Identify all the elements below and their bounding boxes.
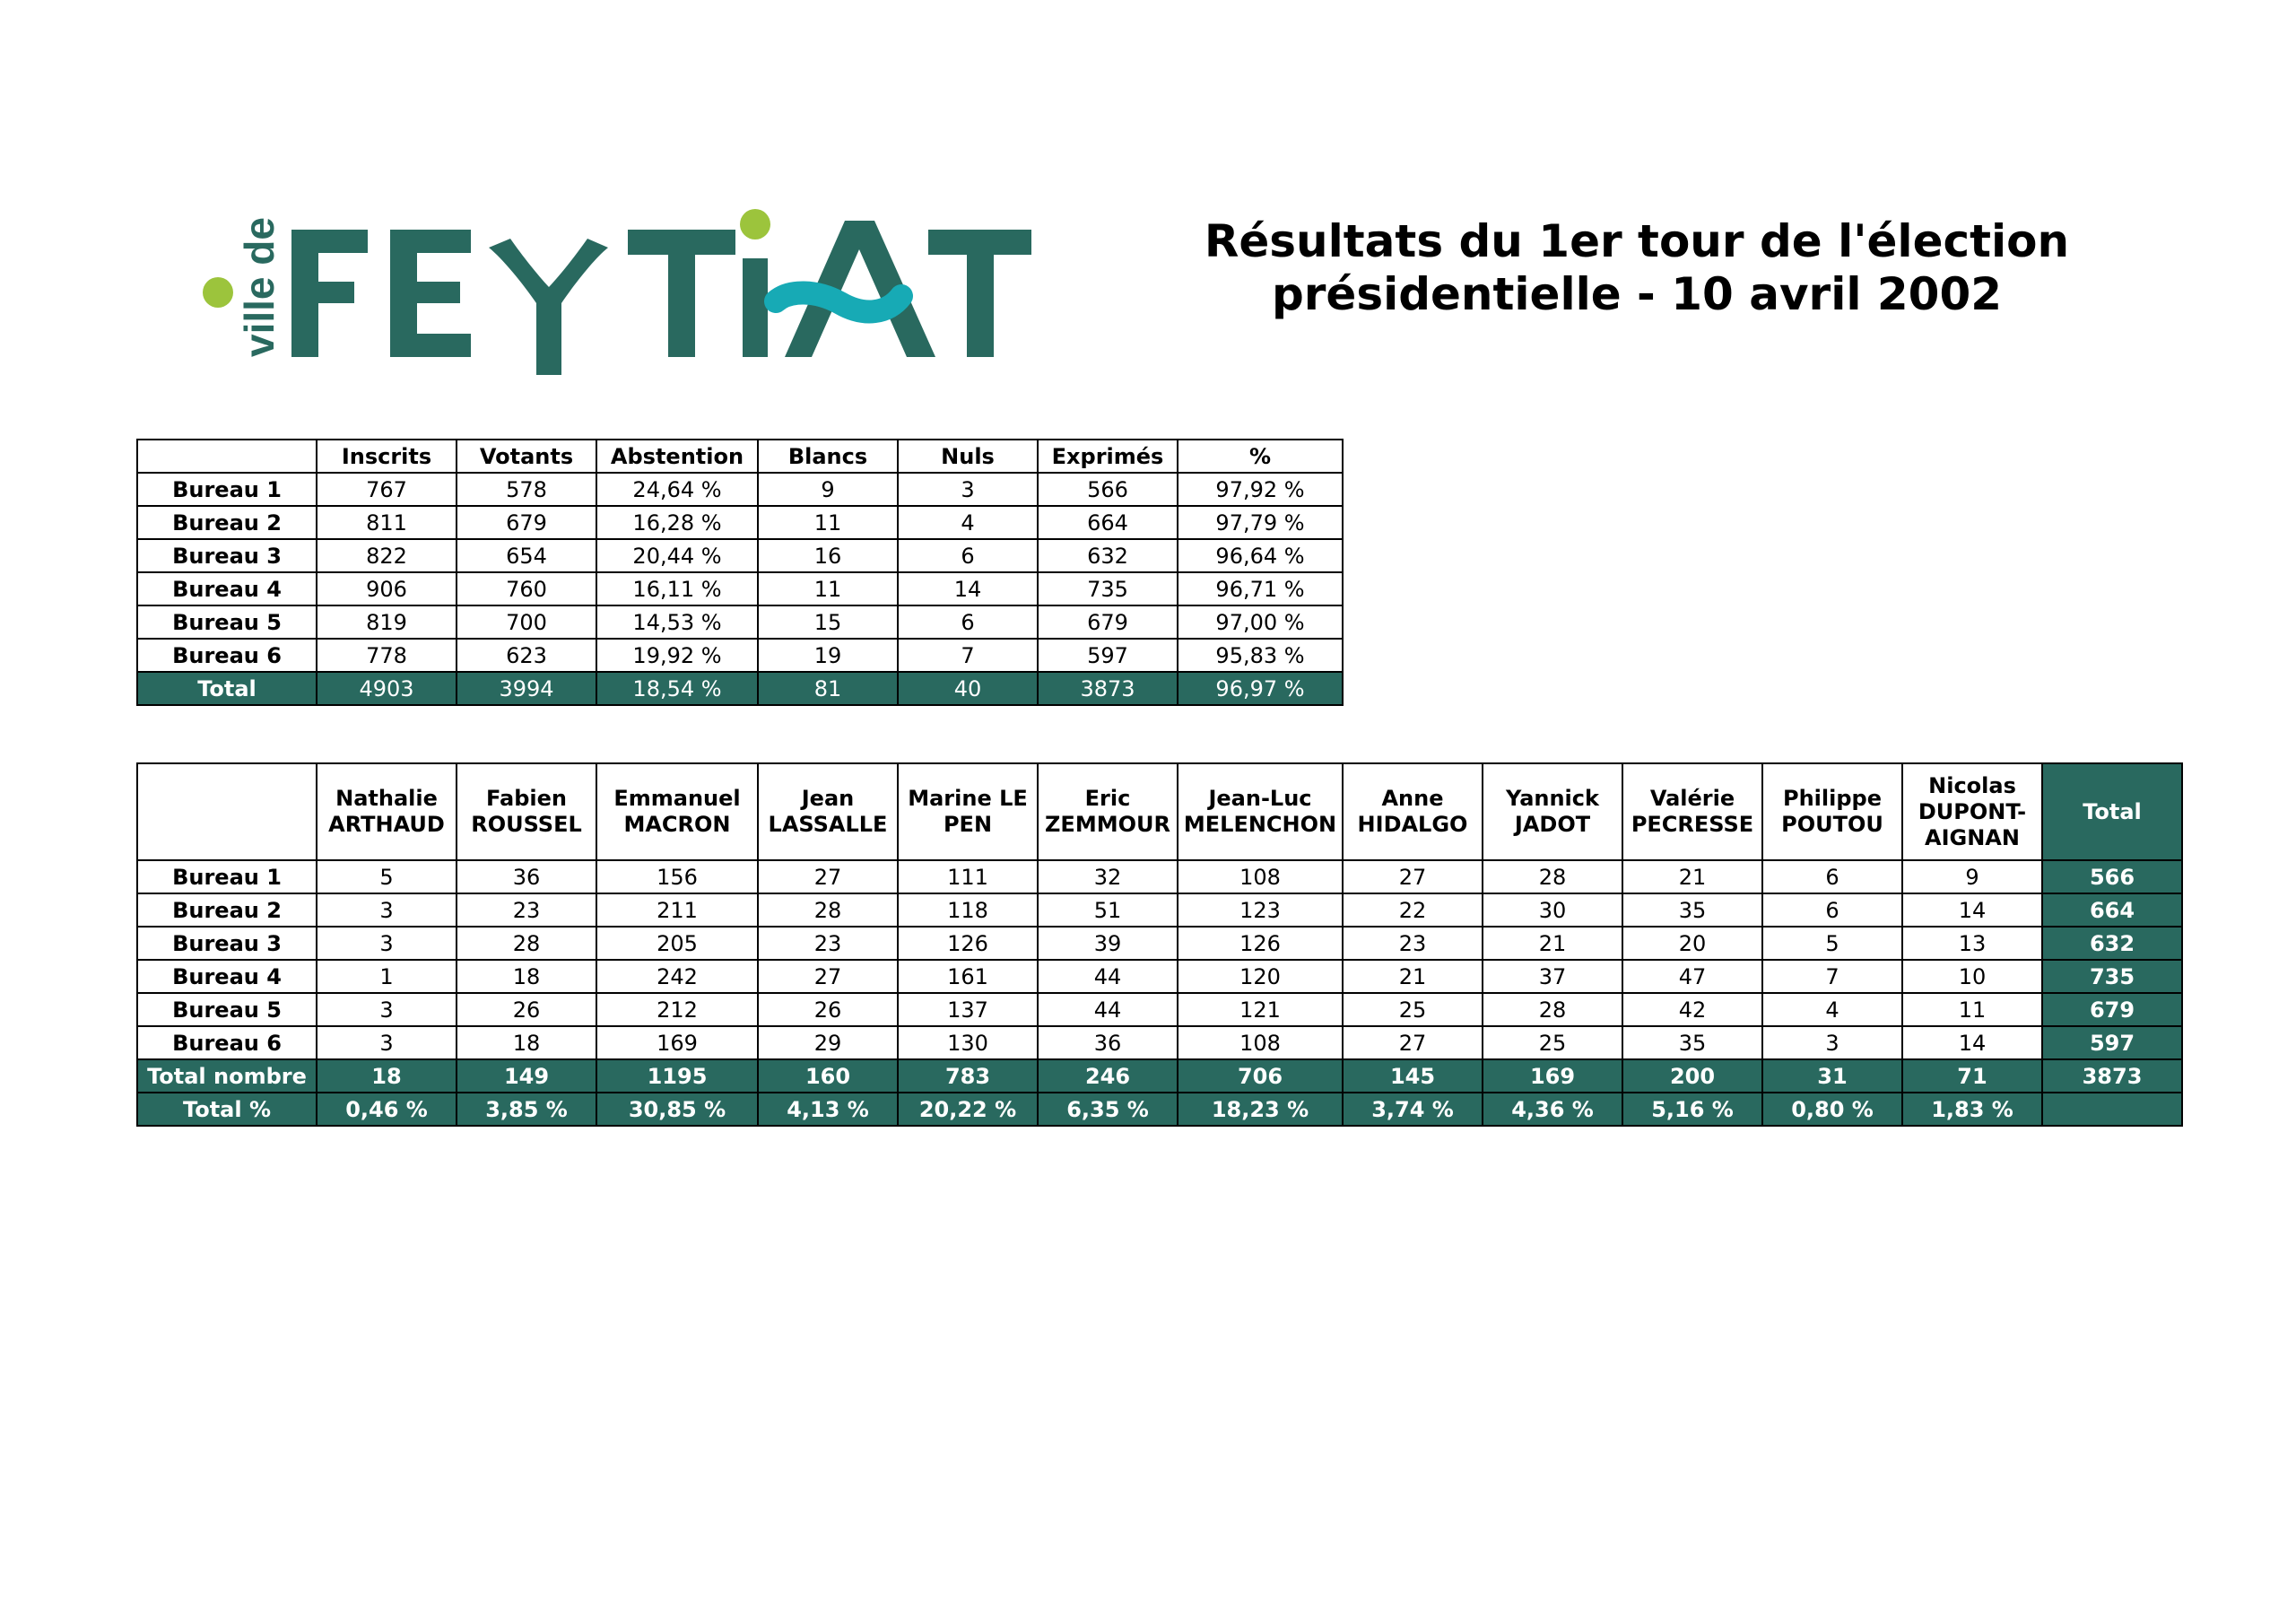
summary-total-cell: 18,54 % bbox=[596, 672, 758, 705]
bureau-total-cell: 632 bbox=[2042, 927, 2182, 960]
vote-count-cell: 25 bbox=[1483, 1026, 1622, 1059]
vote-count-cell: 3 bbox=[317, 893, 457, 927]
vote-count-cell: 28 bbox=[1483, 993, 1622, 1026]
candidates-header-row bbox=[137, 763, 2182, 860]
vote-count-cell: 14 bbox=[1902, 893, 2042, 927]
vote-count-cell: 29 bbox=[758, 1026, 898, 1059]
vote-count-cell: 123 bbox=[1178, 893, 1343, 927]
total-percent-row-cell: 3,74 % bbox=[1343, 1093, 1483, 1126]
vote-count-cell: 21 bbox=[1622, 860, 1762, 893]
candidate-name-header bbox=[898, 763, 1038, 860]
bureau-total-cell: 597 bbox=[2042, 1026, 2182, 1059]
vote-count-cell: 26 bbox=[457, 993, 596, 1026]
summary-row bbox=[137, 572, 1343, 605]
summary-total-cell: 81 bbox=[758, 672, 898, 705]
total-count-row-cell: 783 bbox=[898, 1059, 1038, 1093]
total-percent-row-cell: 4,13 % bbox=[758, 1093, 898, 1126]
candidate-name-line: Eric bbox=[1084, 786, 1131, 811]
candidate-name-line: Jean bbox=[801, 786, 855, 811]
candidate-results-table bbox=[136, 762, 2183, 1127]
vote-count-cell: 23 bbox=[758, 927, 898, 960]
vote-count-cell: 3 bbox=[1762, 1026, 1902, 1059]
summary-cell: 664 bbox=[1038, 506, 1178, 539]
vote-count-cell: 161 bbox=[898, 960, 1038, 993]
vote-count-cell: 25 bbox=[1343, 993, 1483, 1026]
candidates-row bbox=[137, 860, 2182, 893]
total-column-header: Total bbox=[2042, 763, 2182, 860]
candidate-name-line: POUTOU bbox=[1781, 812, 1883, 837]
total-count-row-grand-total: 3873 bbox=[2042, 1059, 2182, 1093]
bureau-label: Bureau 4 bbox=[137, 960, 317, 993]
candidate-name-line: MACRON bbox=[623, 812, 731, 837]
candidate-name-header bbox=[1762, 763, 1902, 860]
candidate-name-line: DUPONT- bbox=[1918, 798, 2027, 824]
vote-count-cell: 121 bbox=[1178, 993, 1343, 1026]
summary-cell: 19,92 % bbox=[596, 639, 758, 672]
candidate-name-line: Philippe bbox=[1783, 786, 1882, 811]
vote-count-cell: 20 bbox=[1622, 927, 1762, 960]
summary-cell: 19 bbox=[758, 639, 898, 672]
candidate-name-line: Valérie bbox=[1649, 786, 1735, 811]
candidate-name-line: LASSALLE bbox=[768, 812, 888, 837]
bureau-total-cell: 566 bbox=[2042, 860, 2182, 893]
summary-cell: 597 bbox=[1038, 639, 1178, 672]
bureau-label: Bureau 2 bbox=[137, 506, 317, 539]
candidate-name-header bbox=[596, 763, 758, 860]
candidates-row bbox=[137, 993, 2182, 1026]
summary-column-header: Votants bbox=[457, 440, 596, 473]
total-percent-row-cell: 20,22 % bbox=[898, 1093, 1038, 1126]
vote-count-cell: 156 bbox=[596, 860, 758, 893]
summary-cell: 700 bbox=[457, 605, 596, 639]
summary-cell: 97,79 % bbox=[1178, 506, 1343, 539]
candidate-name-header bbox=[1483, 763, 1622, 860]
vote-count-cell: 44 bbox=[1038, 993, 1178, 1026]
summary-cell: 906 bbox=[317, 572, 457, 605]
total-count-row-cell: 246 bbox=[1038, 1059, 1178, 1093]
summary-cell: 6 bbox=[898, 605, 1038, 639]
summary-total-label: Total bbox=[137, 672, 317, 705]
summary-cell: 16 bbox=[758, 539, 898, 572]
total-count-row-cell: 169 bbox=[1483, 1059, 1622, 1093]
vote-count-cell: 32 bbox=[1038, 860, 1178, 893]
candidate-name-header bbox=[1622, 763, 1762, 860]
page-title-line-1: Résultats du 1er tour de l'élection bbox=[1204, 215, 2070, 267]
bureau-total-cell: 735 bbox=[2042, 960, 2182, 993]
vote-count-cell: 28 bbox=[1483, 860, 1622, 893]
vote-count-cell: 126 bbox=[898, 927, 1038, 960]
vote-count-cell: 9 bbox=[1902, 860, 2042, 893]
total-percent-row-cell: 6,35 % bbox=[1038, 1093, 1178, 1126]
summary-total-row bbox=[137, 672, 1343, 705]
summary-cell: 760 bbox=[457, 572, 596, 605]
total-percent-row-cell: 5,16 % bbox=[1622, 1093, 1762, 1126]
vote-count-cell: 6 bbox=[1762, 893, 1902, 927]
vote-count-cell: 169 bbox=[596, 1026, 758, 1059]
summary-cell: 819 bbox=[317, 605, 457, 639]
summary-cell: 11 bbox=[758, 506, 898, 539]
summary-row bbox=[137, 639, 1343, 672]
total-count-row-cell: 149 bbox=[457, 1059, 596, 1093]
total-count-row-cell: 31 bbox=[1762, 1059, 1902, 1093]
candidate-name-header bbox=[1178, 763, 1343, 860]
bureau-label: Bureau 3 bbox=[137, 539, 317, 572]
vote-count-cell: 5 bbox=[317, 860, 457, 893]
candidate-name-line: MELENCHON bbox=[1183, 812, 1337, 837]
summary-header-row bbox=[137, 440, 1343, 473]
turnout-summary-table bbox=[136, 439, 1344, 706]
candidate-name-line: Emmanuel bbox=[613, 786, 741, 811]
bureau-label: Bureau 2 bbox=[137, 893, 317, 927]
vote-count-cell: 126 bbox=[1178, 927, 1343, 960]
bureau-label: Bureau 6 bbox=[137, 639, 317, 672]
summary-cell: 16,28 % bbox=[596, 506, 758, 539]
candidate-name-line: PECRESSE bbox=[1631, 812, 1754, 837]
candidates-row bbox=[137, 893, 2182, 927]
vote-count-cell: 211 bbox=[596, 893, 758, 927]
vote-count-cell: 7 bbox=[1762, 960, 1902, 993]
bureau-label: Bureau 6 bbox=[137, 1026, 317, 1059]
candidate-name-line: Jean-Luc bbox=[1208, 786, 1312, 811]
summary-column-header: Exprimés bbox=[1038, 440, 1178, 473]
candidate-name-line: ROUSSEL bbox=[471, 812, 582, 837]
bureau-label: Bureau 4 bbox=[137, 572, 317, 605]
candidates-corner-cell bbox=[137, 763, 317, 860]
vote-count-cell: 3 bbox=[317, 1026, 457, 1059]
vote-count-cell: 1 bbox=[317, 960, 457, 993]
summary-cell: 3 bbox=[898, 473, 1038, 506]
candidate-name-line: JADOT bbox=[1514, 812, 1591, 837]
vote-count-cell: 212 bbox=[596, 993, 758, 1026]
bureau-total-cell: 664 bbox=[2042, 893, 2182, 927]
total-percent-row-cell: 30,85 % bbox=[596, 1093, 758, 1126]
vote-count-cell: 14 bbox=[1902, 1026, 2042, 1059]
summary-column-header: % bbox=[1178, 440, 1343, 473]
vote-count-cell: 27 bbox=[1343, 1026, 1483, 1059]
vote-count-cell: 137 bbox=[898, 993, 1038, 1026]
bureau-label: Bureau 5 bbox=[137, 605, 317, 639]
candidate-name-header bbox=[1343, 763, 1483, 860]
vote-count-cell: 30 bbox=[1483, 893, 1622, 927]
summary-cell: 15 bbox=[758, 605, 898, 639]
vote-count-cell: 23 bbox=[457, 893, 596, 927]
summary-cell: 11 bbox=[758, 572, 898, 605]
summary-total-cell: 3994 bbox=[457, 672, 596, 705]
summary-total-cell: 3873 bbox=[1038, 672, 1178, 705]
total-percent-row-cell: 18,23 % bbox=[1178, 1093, 1343, 1126]
vote-count-cell: 6 bbox=[1762, 860, 1902, 893]
vote-count-cell: 23 bbox=[1343, 927, 1483, 960]
summary-cell: 6 bbox=[898, 539, 1038, 572]
vote-count-cell: 242 bbox=[596, 960, 758, 993]
vote-count-cell: 3 bbox=[317, 993, 457, 1026]
logo-green-dot bbox=[203, 277, 233, 308]
summary-column-header: Abstention bbox=[596, 440, 758, 473]
summary-corner-cell bbox=[137, 440, 317, 473]
summary-cell: 96,64 % bbox=[1178, 539, 1343, 572]
vote-count-cell: 108 bbox=[1178, 1026, 1343, 1059]
vote-count-cell: 13 bbox=[1902, 927, 2042, 960]
candidate-name-line: PEN bbox=[943, 812, 993, 837]
vote-count-cell: 27 bbox=[1343, 860, 1483, 893]
bureau-label: Bureau 3 bbox=[137, 927, 317, 960]
summary-cell: 632 bbox=[1038, 539, 1178, 572]
total-percent-row-cell: 1,83 % bbox=[1902, 1093, 2042, 1126]
candidate-name-line: ARTHAUD bbox=[328, 812, 445, 837]
vote-count-cell: 47 bbox=[1622, 960, 1762, 993]
summary-cell: 679 bbox=[457, 506, 596, 539]
ville-de-feytiat-logo bbox=[193, 205, 1036, 393]
candidate-name-header bbox=[317, 763, 457, 860]
candidate-name-header bbox=[1038, 763, 1178, 860]
total-percent-row-cell: 4,36 % bbox=[1483, 1093, 1622, 1126]
vote-count-cell: 5 bbox=[1762, 927, 1902, 960]
page-title bbox=[1157, 215, 2117, 321]
summary-total-cell: 40 bbox=[898, 672, 1038, 705]
vote-count-cell: 36 bbox=[457, 860, 596, 893]
summary-cell: 7 bbox=[898, 639, 1038, 672]
summary-column-header: Nuls bbox=[898, 440, 1038, 473]
summary-cell: 679 bbox=[1038, 605, 1178, 639]
total-percent-row bbox=[137, 1093, 2182, 1126]
summary-cell: 578 bbox=[457, 473, 596, 506]
summary-cell: 96,71 % bbox=[1178, 572, 1343, 605]
vote-count-cell: 18 bbox=[457, 1026, 596, 1059]
candidate-name-line: ZEMMOUR bbox=[1045, 812, 1170, 837]
summary-cell: 95,83 % bbox=[1178, 639, 1343, 672]
logo-prefix: ville de bbox=[236, 217, 283, 357]
candidates-row bbox=[137, 927, 2182, 960]
vote-count-cell: 28 bbox=[758, 893, 898, 927]
summary-row bbox=[137, 473, 1343, 506]
candidate-name-header bbox=[457, 763, 596, 860]
summary-cell: 20,44 % bbox=[596, 539, 758, 572]
vote-count-cell: 118 bbox=[898, 893, 1038, 927]
total-percent-row-cell: 0,80 % bbox=[1762, 1093, 1902, 1126]
total-percent-row-cell: 0,46 % bbox=[317, 1093, 457, 1126]
total-percent-row-label: Total % bbox=[137, 1093, 317, 1126]
vote-count-cell: 111 bbox=[898, 860, 1038, 893]
summary-cell: 654 bbox=[457, 539, 596, 572]
vote-count-cell: 27 bbox=[758, 960, 898, 993]
total-percent-row-cell: 3,85 % bbox=[457, 1093, 596, 1126]
summary-row bbox=[137, 506, 1343, 539]
candidate-name-line: Anne bbox=[1381, 786, 1444, 811]
candidate-name-line: AIGNAN bbox=[1925, 824, 2020, 850]
total-count-row bbox=[137, 1059, 2182, 1093]
vote-count-cell: 108 bbox=[1178, 860, 1343, 893]
summary-cell: 623 bbox=[457, 639, 596, 672]
vote-count-cell: 28 bbox=[457, 927, 596, 960]
summary-cell: 811 bbox=[317, 506, 457, 539]
vote-count-cell: 3 bbox=[317, 927, 457, 960]
vote-count-cell: 21 bbox=[1483, 927, 1622, 960]
summary-row bbox=[137, 605, 1343, 639]
summary-cell: 767 bbox=[317, 473, 457, 506]
total-count-row-cell: 1195 bbox=[596, 1059, 758, 1093]
total-count-row-cell: 71 bbox=[1902, 1059, 2042, 1093]
vote-count-cell: 39 bbox=[1038, 927, 1178, 960]
candidate-name-line: Yannick bbox=[1506, 786, 1599, 811]
candidate-name-line: Fabien bbox=[486, 786, 567, 811]
summary-cell: 735 bbox=[1038, 572, 1178, 605]
total-count-row-cell: 145 bbox=[1343, 1059, 1483, 1093]
page-title-line-2: présidentielle - 10 avril 2002 bbox=[1271, 268, 2003, 320]
vote-count-cell: 205 bbox=[596, 927, 758, 960]
vote-count-cell: 4 bbox=[1762, 993, 1902, 1026]
candidates-row bbox=[137, 1026, 2182, 1059]
summary-row bbox=[137, 539, 1343, 572]
summary-cell: 566 bbox=[1038, 473, 1178, 506]
bureau-label: Bureau 1 bbox=[137, 473, 317, 506]
summary-cell: 822 bbox=[317, 539, 457, 572]
total-percent-row-grand-total bbox=[2042, 1093, 2182, 1126]
candidate-name-line: Marine LE bbox=[908, 786, 1028, 811]
candidate-name-header bbox=[758, 763, 898, 860]
vote-count-cell: 22 bbox=[1343, 893, 1483, 927]
summary-cell: 9 bbox=[758, 473, 898, 506]
vote-count-cell: 51 bbox=[1038, 893, 1178, 927]
summary-column-header: Inscrits bbox=[317, 440, 457, 473]
summary-cell: 4 bbox=[898, 506, 1038, 539]
vote-count-cell: 10 bbox=[1902, 960, 2042, 993]
summary-total-cell: 4903 bbox=[317, 672, 457, 705]
vote-count-cell: 35 bbox=[1622, 1026, 1762, 1059]
summary-column-header: Blancs bbox=[758, 440, 898, 473]
total-count-row-cell: 18 bbox=[317, 1059, 457, 1093]
summary-cell: 24,64 % bbox=[596, 473, 758, 506]
candidate-name-line: Nicolas bbox=[1928, 772, 2016, 798]
vote-count-cell: 21 bbox=[1343, 960, 1483, 993]
summary-cell: 14,53 % bbox=[596, 605, 758, 639]
summary-cell: 16,11 % bbox=[596, 572, 758, 605]
total-count-row-cell: 160 bbox=[758, 1059, 898, 1093]
bureau-label: Bureau 1 bbox=[137, 860, 317, 893]
vote-count-cell: 35 bbox=[1622, 893, 1762, 927]
vote-count-cell: 11 bbox=[1902, 993, 2042, 1026]
summary-cell: 14 bbox=[898, 572, 1038, 605]
vote-count-cell: 44 bbox=[1038, 960, 1178, 993]
bureau-total-cell: 679 bbox=[2042, 993, 2182, 1026]
total-count-row-cell: 200 bbox=[1622, 1059, 1762, 1093]
candidate-name-line: HIDALGO bbox=[1357, 812, 1468, 837]
summary-cell: 778 bbox=[317, 639, 457, 672]
summary-cell: 97,92 % bbox=[1178, 473, 1343, 506]
vote-count-cell: 26 bbox=[758, 993, 898, 1026]
total-count-row-label: Total nombre bbox=[137, 1059, 317, 1093]
vote-count-cell: 42 bbox=[1622, 993, 1762, 1026]
vote-count-cell: 120 bbox=[1178, 960, 1343, 993]
total-count-row-cell: 706 bbox=[1178, 1059, 1343, 1093]
summary-total-cell: 96,97 % bbox=[1178, 672, 1343, 705]
vote-count-cell: 37 bbox=[1483, 960, 1622, 993]
vote-count-cell: 18 bbox=[457, 960, 596, 993]
candidate-name-header bbox=[1902, 763, 2042, 860]
summary-cell: 97,00 % bbox=[1178, 605, 1343, 639]
vote-count-cell: 130 bbox=[898, 1026, 1038, 1059]
vote-count-cell: 27 bbox=[758, 860, 898, 893]
vote-count-cell: 36 bbox=[1038, 1026, 1178, 1059]
candidate-name-line: Nathalie bbox=[335, 786, 438, 811]
candidates-row bbox=[137, 960, 2182, 993]
bureau-label: Bureau 5 bbox=[137, 993, 317, 1026]
